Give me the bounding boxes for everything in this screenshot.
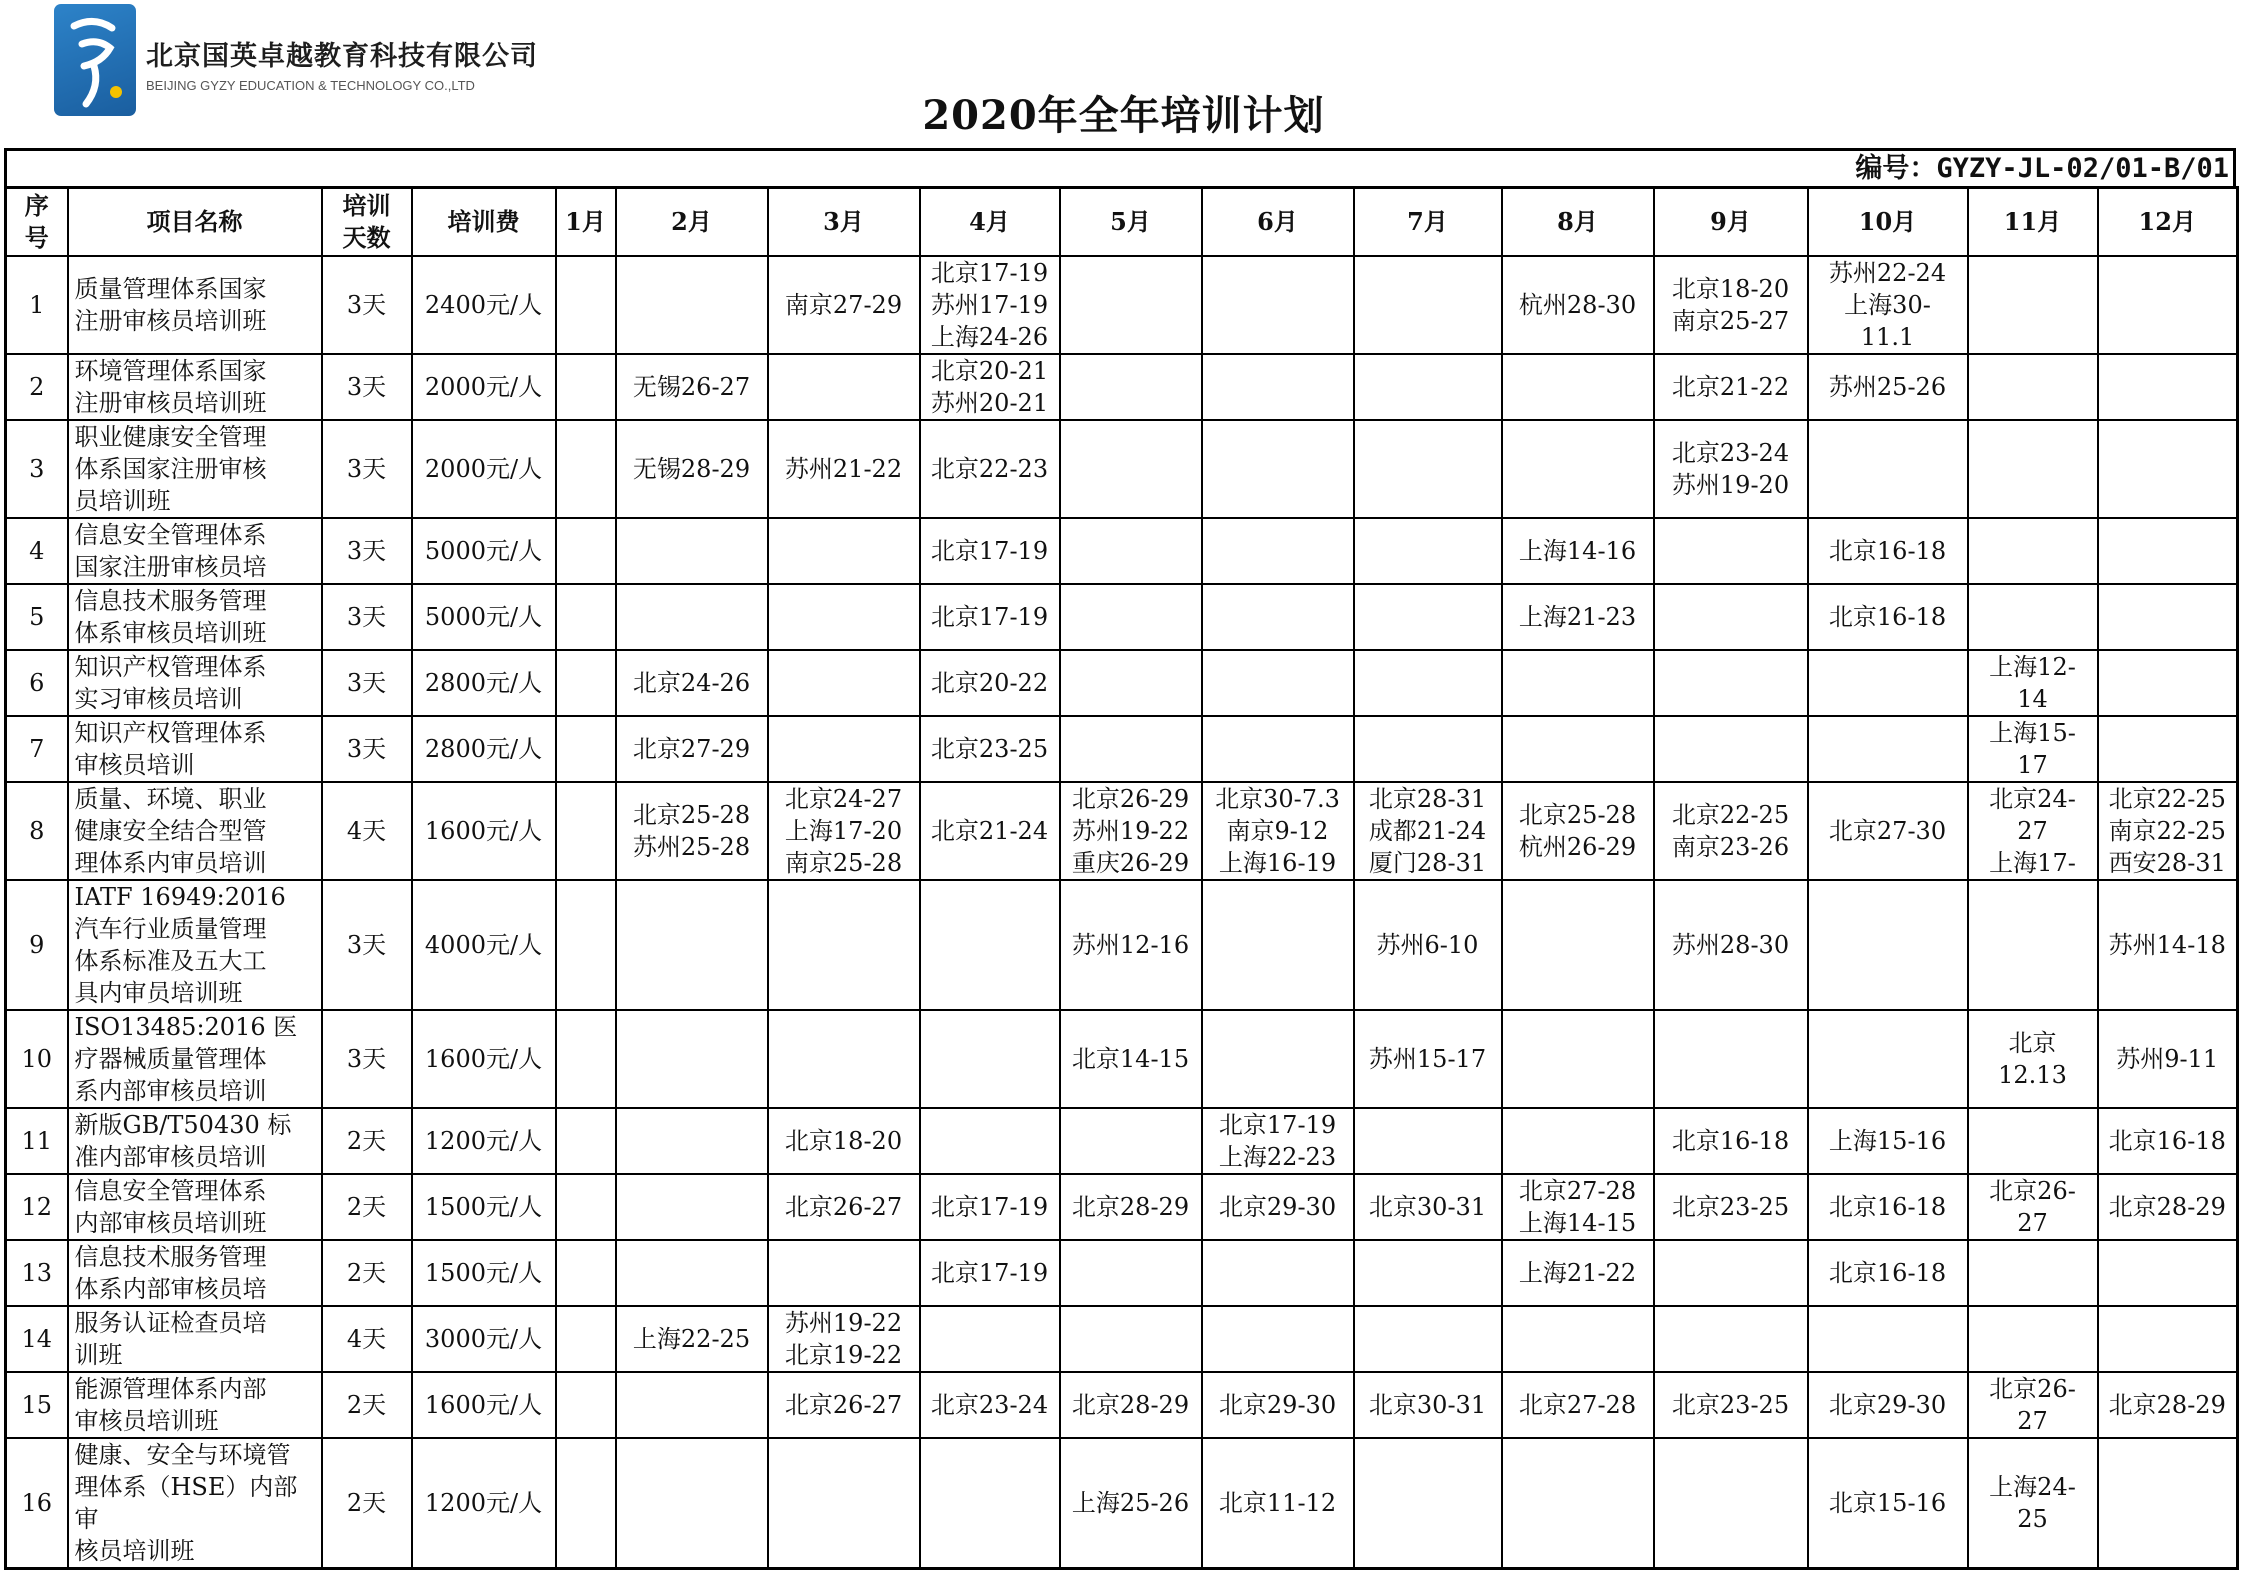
days-cell: 3天: [322, 716, 412, 782]
schedule-cell: 北京26-29 苏州19-22 重庆26-29: [1060, 782, 1202, 880]
schedule-cell: [556, 1174, 616, 1240]
table-row: [6, 650, 2238, 716]
schedule-cell: [616, 1372, 768, 1438]
schedule-cell: [1202, 880, 1354, 1010]
schedule-cell: 北京23-25: [920, 716, 1060, 782]
schedule-cell: [1502, 1306, 1654, 1372]
schedule-cell: 北京24-26: [616, 650, 768, 716]
fee-cell: 1600元/人: [412, 1010, 556, 1108]
row-index-cell: 7: [6, 716, 68, 782]
schedule-cell: [616, 1174, 768, 1240]
fee-cell: 1500元/人: [412, 1174, 556, 1240]
col-header-apr: 4月: [920, 188, 1060, 257]
schedule-cell: [1202, 716, 1354, 782]
schedule-cell: [616, 256, 768, 354]
table-row: [6, 1174, 2238, 1240]
schedule-cell: [1202, 420, 1354, 518]
schedule-cell: [556, 1306, 616, 1372]
project-name-cell: IATF 16949:2016 汽车行业质量管理 体系标准及五大工 具内审员培训班: [68, 880, 322, 1010]
schedule-cell: 北京17-19: [920, 584, 1060, 650]
col-header-index: 序 号: [6, 188, 68, 257]
schedule-cell: 北京18-20: [768, 1108, 920, 1174]
project-name-cell: 信息安全管理体系 内部审核员培训班: [68, 1174, 322, 1240]
schedule-cell: [1808, 716, 1968, 782]
schedule-cell: [616, 1108, 768, 1174]
schedule-cell: [1354, 420, 1502, 518]
schedule-cell: 北京28-29: [1060, 1174, 1202, 1240]
schedule-cell: 上海22-25: [616, 1306, 768, 1372]
col-header-jun: 6月: [1202, 188, 1354, 257]
schedule-cell: [1968, 1306, 2098, 1372]
schedule-cell: [556, 1372, 616, 1438]
schedule-cell: 北京30-31: [1354, 1174, 1502, 1240]
table-row: [6, 584, 2238, 650]
schedule-cell: [768, 1438, 920, 1569]
schedule-cell: [556, 1108, 616, 1174]
schedule-cell: [1060, 1240, 1202, 1306]
schedule-cell: [1808, 1010, 1968, 1108]
schedule-cell: [768, 354, 920, 420]
schedule-cell: 北京28-29: [1060, 1372, 1202, 1438]
schedule-cell: [556, 354, 616, 420]
schedule-cell: [1202, 354, 1354, 420]
row-index-cell: 6: [6, 650, 68, 716]
project-name-cell: 环境管理体系国家 注册审核员培训班: [68, 354, 322, 420]
schedule-cell: [616, 1010, 768, 1108]
schedule-cell: [1354, 584, 1502, 650]
col-header-mar: 3月: [768, 188, 920, 257]
row-index-cell: 3: [6, 420, 68, 518]
schedule-cell: [556, 584, 616, 650]
schedule-cell: [1654, 1306, 1808, 1372]
schedule-cell: 北京20-21 苏州20-21: [920, 354, 1060, 420]
document-number: 编号：GYZY-JL-02/01-B/01: [4, 148, 2236, 186]
schedule-cell: [2098, 1306, 2238, 1372]
schedule-cell: 北京16-18: [1808, 518, 1968, 584]
schedule-cell: [1060, 420, 1202, 518]
schedule-cell: [556, 880, 616, 1010]
schedule-cell: [1060, 1108, 1202, 1174]
schedule-cell: 北京25-28 杭州26-29: [1502, 782, 1654, 880]
schedule-cell: 上海15-16: [1808, 1108, 1968, 1174]
schedule-cell: [1502, 1010, 1654, 1108]
days-cell: 3天: [322, 518, 412, 584]
schedule-cell: 北京27-29: [616, 716, 768, 782]
schedule-cell: [1202, 1010, 1354, 1108]
schedule-cell: [1502, 1108, 1654, 1174]
schedule-cell: 北京25-28 苏州25-28: [616, 782, 768, 880]
col-header-fee: 培训费: [412, 188, 556, 257]
schedule-cell: [1354, 354, 1502, 420]
schedule-cell: [1968, 880, 2098, 1010]
fee-cell: 1600元/人: [412, 782, 556, 880]
schedule-cell: [1060, 650, 1202, 716]
schedule-cell: [1654, 1010, 1808, 1108]
schedule-cell: [556, 716, 616, 782]
schedule-cell: [2098, 256, 2238, 354]
schedule-cell: [920, 880, 1060, 1010]
project-name-cell: 信息技术服务管理 体系内部审核员培: [68, 1240, 322, 1306]
project-name-cell: ISO13485:2016 医 疗器械质量管理体 系内部审核员培训: [68, 1010, 322, 1108]
schedule-cell: [1654, 716, 1808, 782]
schedule-cell: [1654, 650, 1808, 716]
schedule-cell: 北京16-18: [1808, 584, 1968, 650]
row-index-cell: 14: [6, 1306, 68, 1372]
schedule-cell: 北京15-16: [1808, 1438, 1968, 1569]
schedule-cell: [1202, 1306, 1354, 1372]
schedule-cell: 北京26- 27: [1968, 1174, 2098, 1240]
project-name-cell: 质量管理体系国家 注册审核员培训班: [68, 256, 322, 354]
company-name-en: BEIJING GYZY EDUCATION & TECHNOLOGY CO.,LTD: [146, 78, 475, 93]
schedule-cell: [1060, 256, 1202, 354]
training-plan-table: [4, 186, 2239, 1570]
schedule-cell: 上海12- 14: [1968, 650, 2098, 716]
schedule-cell: 上海21-23: [1502, 584, 1654, 650]
project-name-cell: 质量、环境、职业 健康安全结合型管 理体系内审员培训: [68, 782, 322, 880]
col-header-jan: 1月: [556, 188, 616, 257]
table-row: [6, 256, 2238, 354]
schedule-cell: [1808, 650, 1968, 716]
row-index-cell: 12: [6, 1174, 68, 1240]
schedule-cell: [616, 518, 768, 584]
col-header-oct: 10月: [1808, 188, 1968, 257]
schedule-cell: 北京11-12: [1202, 1438, 1354, 1569]
table-row: [6, 518, 2238, 584]
schedule-cell: 北京17-19: [920, 1174, 1060, 1240]
schedule-cell: [1202, 650, 1354, 716]
schedule-cell: 北京28-29: [2098, 1372, 2238, 1438]
table-row: [6, 1010, 2238, 1108]
schedule-cell: 苏州15-17: [1354, 1010, 1502, 1108]
schedule-cell: 苏州28-30: [1654, 880, 1808, 1010]
schedule-cell: 北京27-28 上海14-15: [1502, 1174, 1654, 1240]
table-row: [6, 1438, 2238, 1569]
fee-cell: 1500元/人: [412, 1240, 556, 1306]
schedule-cell: 上海24- 25: [1968, 1438, 2098, 1569]
table-row: [6, 1108, 2238, 1174]
table-header-row: [6, 188, 2238, 257]
schedule-cell: [1354, 1438, 1502, 1569]
fee-cell: 5000元/人: [412, 584, 556, 650]
row-index-cell: 8: [6, 782, 68, 880]
schedule-cell: [1202, 584, 1354, 650]
schedule-cell: 北京26- 27: [1968, 1372, 2098, 1438]
schedule-cell: 北京24- 27 上海17-: [1968, 782, 2098, 880]
days-cell: 4天: [322, 1306, 412, 1372]
schedule-cell: 北京27-30: [1808, 782, 1968, 880]
project-name-cell: 信息技术服务管理 体系审核员培训班: [68, 584, 322, 650]
schedule-cell: [616, 1438, 768, 1569]
col-header-days: 培训 天数: [322, 188, 412, 257]
schedule-cell: 北京22-25 南京23-26: [1654, 782, 1808, 880]
schedule-cell: [1502, 420, 1654, 518]
project-name-cell: 知识产权管理体系 审核员培训: [68, 716, 322, 782]
project-name-cell: 服务认证检查员培 训班: [68, 1306, 322, 1372]
schedule-cell: [1202, 256, 1354, 354]
days-cell: 3天: [322, 650, 412, 716]
schedule-cell: [1502, 650, 1654, 716]
days-cell: 3天: [322, 1010, 412, 1108]
table-row: [6, 782, 2238, 880]
schedule-cell: [1502, 716, 1654, 782]
company-name-cn: 北京国英卓越教育科技有限公司: [146, 41, 538, 72]
fee-cell: 1200元/人: [412, 1108, 556, 1174]
schedule-cell: 苏州21-22: [768, 420, 920, 518]
table-row: [6, 1240, 2238, 1306]
schedule-cell: 北京30-31: [1354, 1372, 1502, 1438]
schedule-cell: 北京22-25 南京22-25 西安28-31: [2098, 782, 2238, 880]
schedule-cell: [1502, 354, 1654, 420]
col-header-aug: 8月: [1502, 188, 1654, 257]
schedule-cell: [616, 1240, 768, 1306]
days-cell: 2天: [322, 1240, 412, 1306]
schedule-cell: [1060, 1306, 1202, 1372]
schedule-cell: [2098, 1438, 2238, 1569]
days-cell: 4天: [322, 782, 412, 880]
schedule-cell: [2098, 518, 2238, 584]
days-cell: 3天: [322, 354, 412, 420]
days-cell: 2天: [322, 1372, 412, 1438]
schedule-cell: [1968, 1240, 2098, 1306]
project-name-cell: 新版GB/T50430 标 准内部审核员培训: [68, 1108, 322, 1174]
schedule-cell: [1060, 716, 1202, 782]
days-cell: 3天: [322, 420, 412, 518]
schedule-cell: 北京20-22: [920, 650, 1060, 716]
schedule-cell: [768, 716, 920, 782]
table-row: [6, 880, 2238, 1010]
days-cell: 3天: [322, 584, 412, 650]
schedule-cell: 北京16-18: [1808, 1240, 1968, 1306]
col-header-jul: 7月: [1354, 188, 1502, 257]
schedule-cell: [920, 1010, 1060, 1108]
schedule-cell: 北京24-27 上海17-20 南京25-28: [768, 782, 920, 880]
col-header-nov: 11月: [1968, 188, 2098, 257]
schedule-cell: [1968, 354, 2098, 420]
fee-cell: 1200元/人: [412, 1438, 556, 1569]
schedule-cell: 北京28-31 成都21-24 厦门28-31: [1354, 782, 1502, 880]
row-index-cell: 11: [6, 1108, 68, 1174]
schedule-cell: [1654, 584, 1808, 650]
schedule-cell: [556, 1240, 616, 1306]
schedule-cell: 北京16-18: [1808, 1174, 1968, 1240]
schedule-cell: 苏州22-24 上海30- 11.1: [1808, 256, 1968, 354]
schedule-cell: [1354, 650, 1502, 716]
col-header-feb: 2月: [616, 188, 768, 257]
schedule-cell: [2098, 716, 2238, 782]
fee-cell: 4000元/人: [412, 880, 556, 1010]
schedule-cell: [1808, 1306, 1968, 1372]
schedule-cell: 北京26-27: [768, 1174, 920, 1240]
schedule-cell: [768, 1010, 920, 1108]
schedule-cell: 无锡28-29: [616, 420, 768, 518]
col-header-dec: 12月: [2098, 188, 2238, 257]
schedule-cell: [1354, 1306, 1502, 1372]
schedule-cell: 苏州19-22 北京19-22: [768, 1306, 920, 1372]
schedule-cell: 北京 12.13: [1968, 1010, 2098, 1108]
schedule-cell: [1968, 256, 2098, 354]
schedule-cell: [1354, 1240, 1502, 1306]
days-cell: 2天: [322, 1438, 412, 1569]
schedule-cell: 北京17-19 上海22-23: [1202, 1108, 1354, 1174]
schedule-cell: [768, 518, 920, 584]
schedule-cell: [1654, 1438, 1808, 1569]
fee-cell: 2000元/人: [412, 420, 556, 518]
table-row: [6, 354, 2238, 420]
schedule-cell: 北京30-7.3 南京9-12 上海16-19: [1202, 782, 1354, 880]
schedule-cell: 北京23-24 苏州19-20: [1654, 420, 1808, 518]
schedule-cell: [1354, 518, 1502, 584]
schedule-cell: 北京16-18: [1654, 1108, 1808, 1174]
page-title: 2020年全年培训计划: [922, 92, 1325, 139]
schedule-cell: [920, 1108, 1060, 1174]
schedule-cell: 无锡26-27: [616, 354, 768, 420]
schedule-cell: [1502, 880, 1654, 1010]
schedule-cell: [2098, 1240, 2238, 1306]
schedule-cell: 苏州9-11: [2098, 1010, 2238, 1108]
schedule-cell: 北京29-30: [1808, 1372, 1968, 1438]
schedule-cell: [1060, 518, 1202, 584]
fee-cell: 2800元/人: [412, 650, 556, 716]
schedule-cell: [920, 1438, 1060, 1569]
col-header-may: 5月: [1060, 188, 1202, 257]
schedule-cell: [1202, 1240, 1354, 1306]
schedule-cell: 上海14-16: [1502, 518, 1654, 584]
schedule-cell: 北京17-19 苏州17-19 上海24-26: [920, 256, 1060, 354]
schedule-cell: [1354, 1108, 1502, 1174]
schedule-cell: 北京28-29: [2098, 1174, 2238, 1240]
schedule-cell: [616, 584, 768, 650]
schedule-cell: [556, 420, 616, 518]
schedule-cell: 北京17-19: [920, 518, 1060, 584]
row-index-cell: 4: [6, 518, 68, 584]
schedule-cell: [556, 782, 616, 880]
schedule-cell: [1354, 716, 1502, 782]
schedule-cell: 苏州14-18: [2098, 880, 2238, 1010]
schedule-cell: 上海21-22: [1502, 1240, 1654, 1306]
schedule-cell: 北京18-20 南京25-27: [1654, 256, 1808, 354]
project-name-cell: 健康、安全与环境管 理体系（HSE）内部审 核员培训班: [68, 1438, 322, 1569]
row-index-cell: 15: [6, 1372, 68, 1438]
schedule-cell: [1968, 518, 2098, 584]
col-header-project-name: 项目名称: [68, 188, 322, 257]
row-index-cell: 13: [6, 1240, 68, 1306]
schedule-cell: [556, 1438, 616, 1569]
schedule-cell: [920, 1306, 1060, 1372]
schedule-cell: [1202, 518, 1354, 584]
schedule-cell: 北京23-25: [1654, 1174, 1808, 1240]
fee-cell: 2800元/人: [412, 716, 556, 782]
days-cell: 2天: [322, 1108, 412, 1174]
fee-cell: 2400元/人: [412, 256, 556, 354]
fee-cell: 2000元/人: [412, 354, 556, 420]
fee-cell: 5000元/人: [412, 518, 556, 584]
schedule-cell: 北京14-15: [1060, 1010, 1202, 1108]
schedule-cell: 北京17-19: [920, 1240, 1060, 1306]
project-name-cell: 知识产权管理体系 实习审核员培训: [68, 650, 322, 716]
schedule-cell: [556, 256, 616, 354]
row-index-cell: 1: [6, 256, 68, 354]
schedule-cell: [1808, 880, 1968, 1010]
schedule-cell: 北京23-25: [1654, 1372, 1808, 1438]
days-cell: 3天: [322, 256, 412, 354]
schedule-cell: [2098, 584, 2238, 650]
schedule-cell: 北京21-22: [1654, 354, 1808, 420]
schedule-cell: 苏州25-26: [1808, 354, 1968, 420]
schedule-cell: [768, 584, 920, 650]
schedule-cell: [556, 518, 616, 584]
col-header-sep: 9月: [1654, 188, 1808, 257]
table-row: [6, 1372, 2238, 1438]
schedule-cell: [556, 650, 616, 716]
schedule-cell: 南京27-29: [768, 256, 920, 354]
schedule-cell: 杭州28-30: [1502, 256, 1654, 354]
schedule-cell: [1060, 354, 1202, 420]
schedule-cell: [1968, 584, 2098, 650]
schedule-cell: [1808, 420, 1968, 518]
schedule-cell: 北京16-18: [2098, 1108, 2238, 1174]
project-name-cell: 职业健康安全管理 体系国家注册审核 员培训班: [68, 420, 322, 518]
schedule-cell: [768, 880, 920, 1010]
schedule-cell: 北京29-30: [1202, 1372, 1354, 1438]
table-row: [6, 716, 2238, 782]
schedule-cell: [2098, 354, 2238, 420]
schedule-cell: [768, 1240, 920, 1306]
row-index-cell: 5: [6, 584, 68, 650]
schedule-cell: [616, 880, 768, 1010]
schedule-cell: 苏州6-10: [1354, 880, 1502, 1010]
row-index-cell: 2: [6, 354, 68, 420]
schedule-cell: 北京21-24: [920, 782, 1060, 880]
schedule-cell: 上海15- 17: [1968, 716, 2098, 782]
schedule-cell: [768, 650, 920, 716]
schedule-cell: 北京26-27: [768, 1372, 920, 1438]
schedule-cell: 北京23-24: [920, 1372, 1060, 1438]
schedule-cell: [1968, 1108, 2098, 1174]
schedule-cell: [1968, 420, 2098, 518]
schedule-cell: 苏州12-16: [1060, 880, 1202, 1010]
schedule-cell: [1354, 256, 1502, 354]
days-cell: 2天: [322, 1174, 412, 1240]
fee-cell: 3000元/人: [412, 1306, 556, 1372]
schedule-cell: 上海25-26: [1060, 1438, 1202, 1569]
days-cell: 3天: [322, 880, 412, 1010]
row-index-cell: 16: [6, 1438, 68, 1569]
schedule-cell: 北京27-28: [1502, 1372, 1654, 1438]
table-row: [6, 420, 2238, 518]
row-index-cell: 9: [6, 880, 68, 1010]
row-index-cell: 10: [6, 1010, 68, 1108]
schedule-cell: [1502, 1438, 1654, 1569]
project-name-cell: 信息安全管理体系 国家注册审核员培: [68, 518, 322, 584]
fee-cell: 1600元/人: [412, 1372, 556, 1438]
schedule-cell: [2098, 420, 2238, 518]
project-name-cell: 能源管理体系内部 审核员培训班: [68, 1372, 322, 1438]
schedule-cell: [1060, 584, 1202, 650]
table-row: [6, 1306, 2238, 1372]
schedule-cell: [1654, 1240, 1808, 1306]
schedule-cell: [2098, 650, 2238, 716]
schedule-cell: [1654, 518, 1808, 584]
schedule-cell: 北京22-23: [920, 420, 1060, 518]
schedule-cell: 北京29-30: [1202, 1174, 1354, 1240]
schedule-cell: [556, 1010, 616, 1108]
